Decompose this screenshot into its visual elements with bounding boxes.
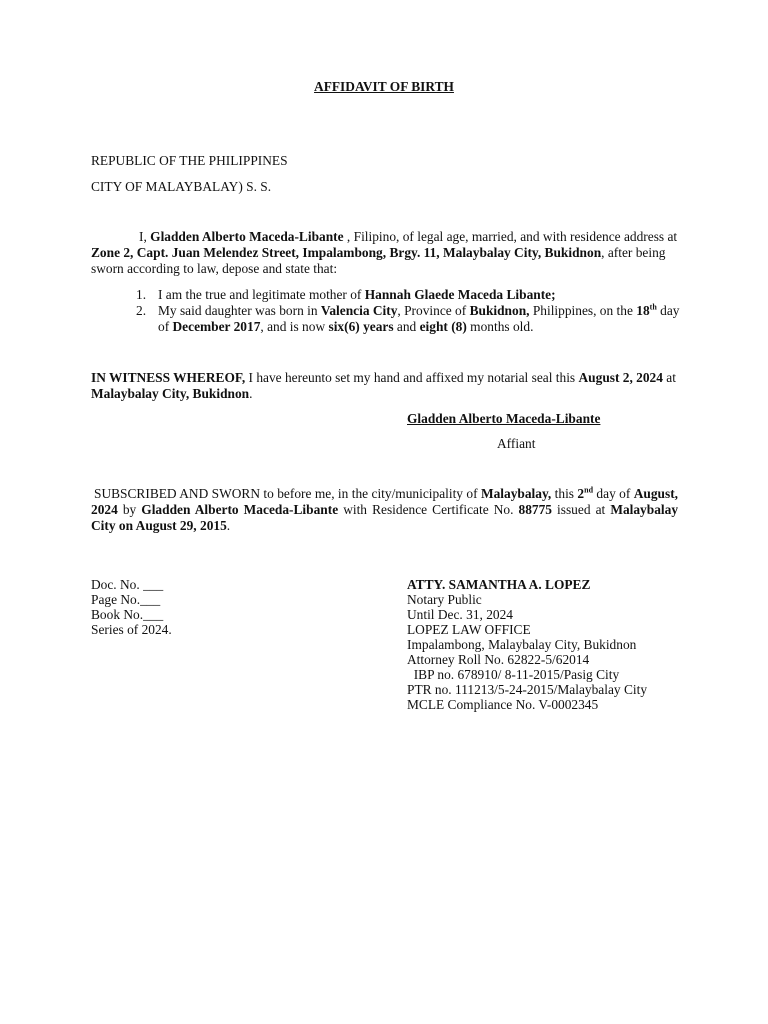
witness-text-2: at: [662, 370, 676, 385]
doc-number: Doc. No. ___: [91, 577, 164, 592]
witness-lead: IN WITNESS WHEREOF,: [91, 370, 246, 385]
list-item: [136, 303, 681, 335]
item2-text-5: , and is now: [260, 319, 329, 334]
item2-text-7: months old.: [466, 319, 534, 334]
jurat-text-5: with Residence Certificate No.: [338, 502, 519, 517]
birth-day-suffix: th: [649, 302, 657, 312]
document-title: AFFIDAVIT OF BIRTH: [314, 79, 454, 94]
venue-city: CITY OF MALAYBALAY) S. S.: [91, 179, 272, 194]
intro-text-3: , after being sworn according to law, depose and state that:: [91, 245, 666, 276]
statement-list: [136, 287, 681, 335]
notary-name: ATTY. SAMANTHA A. LOPEZ: [407, 577, 591, 592]
affiant-name-inline: Gladden Alberto Maceda-Libante: [150, 229, 344, 244]
witness-text-3: .: [249, 386, 253, 401]
attorney-roll-number: Attorney Roll No. 62822-5/62014: [407, 652, 590, 667]
list-item-number: 2.: [136, 303, 147, 318]
jurat-paragraph: [91, 486, 678, 534]
jurat-name: Gladden Alberto Maceda-Libante: [141, 502, 339, 517]
jurat-text-1: SUBSCRIBED AND SWORN to before me, in the city/municipality of: [94, 486, 481, 501]
page-number: Page No.___: [91, 592, 161, 607]
item1-text: I am the true and legitimate mother of: [158, 287, 365, 302]
witness-date: August 2, 2024: [578, 370, 663, 385]
birth-city: Valencia City: [320, 303, 398, 318]
item2-text-1: My said daughter was born in: [158, 303, 321, 318]
list-item: [136, 287, 681, 303]
item2-text-3: Philippines, on the: [529, 303, 637, 318]
jurat-day-suffix: nd: [584, 485, 594, 495]
notary-address: Impalambong, Malaybalay City, Bukidnon: [407, 637, 637, 652]
residence-cert-number: 88775: [518, 502, 552, 517]
venue-republic: REPUBLIC OF THE PHILIPPINES: [91, 153, 288, 168]
birth-month-year: December 2017: [172, 319, 261, 334]
jurat-text-4: by: [117, 502, 142, 517]
intro-paragraph: [91, 229, 678, 277]
birth-province: Bukidnon,: [469, 303, 530, 318]
age-months: eight (8): [419, 319, 467, 334]
mcle-compliance: MCLE Compliance No. V-0002345: [407, 697, 599, 712]
jurat-month-year: August, 2024: [91, 486, 678, 517]
notary-block: [407, 577, 647, 712]
jurat-text-7: .: [226, 518, 231, 533]
jurat-day: 2: [577, 486, 585, 501]
residence-address: Zone 2, Capt. Juan Melendez Street, Impalambong, Brgy. 11, Malaybalay City, Bukidnon: [91, 245, 602, 260]
list-item-number: 1.: [136, 287, 147, 302]
jurat-text-3: day of: [593, 486, 634, 501]
age-years: six(6) years: [328, 319, 394, 334]
series-year: Series of 2024.: [91, 622, 172, 637]
item2-text-4: day of: [158, 303, 680, 334]
cert-issued-info: Malaybalay City on August 29, 2015: [91, 502, 679, 533]
jurat-text-6: issued at: [551, 502, 611, 517]
intro-text-2: , Filipino, of legal age, married, and with residence address at: [343, 229, 678, 244]
book-number: Book No.___: [91, 607, 164, 622]
witness-place: Malaybalay City, Bukidnon: [91, 386, 250, 401]
ibp-number: IBP no. 678910/ 8-11-2015/Pasig City: [407, 667, 620, 682]
notarial-register-info: [91, 577, 172, 637]
child-name: Hannah Glaede Maceda Libante;: [364, 287, 556, 302]
witness-paragraph: [91, 370, 678, 402]
item2-text-6: and: [393, 319, 420, 334]
ptr-number: PTR no. 111213/5-24-2015/Malaybalay City: [407, 682, 648, 697]
affiant-caption: Affiant: [497, 436, 536, 451]
birth-day: 18: [636, 303, 650, 318]
affiant-signature-name: Gladden Alberto Maceda-Libante: [407, 411, 601, 426]
notary-commission-until: Until Dec. 31, 2024: [407, 607, 513, 622]
intro-text-1: I,: [139, 229, 151, 244]
notary-office: LOPEZ LAW OFFICE: [407, 622, 531, 637]
notary-title: Notary Public: [407, 592, 482, 607]
jurat-city: Malaybalay,: [480, 486, 552, 501]
jurat-text-2: this: [551, 486, 578, 501]
item2-text-2: , Province of: [397, 303, 470, 318]
witness-text-1: I have hereunto set my hand and affixed my notarial seal this: [245, 370, 579, 385]
